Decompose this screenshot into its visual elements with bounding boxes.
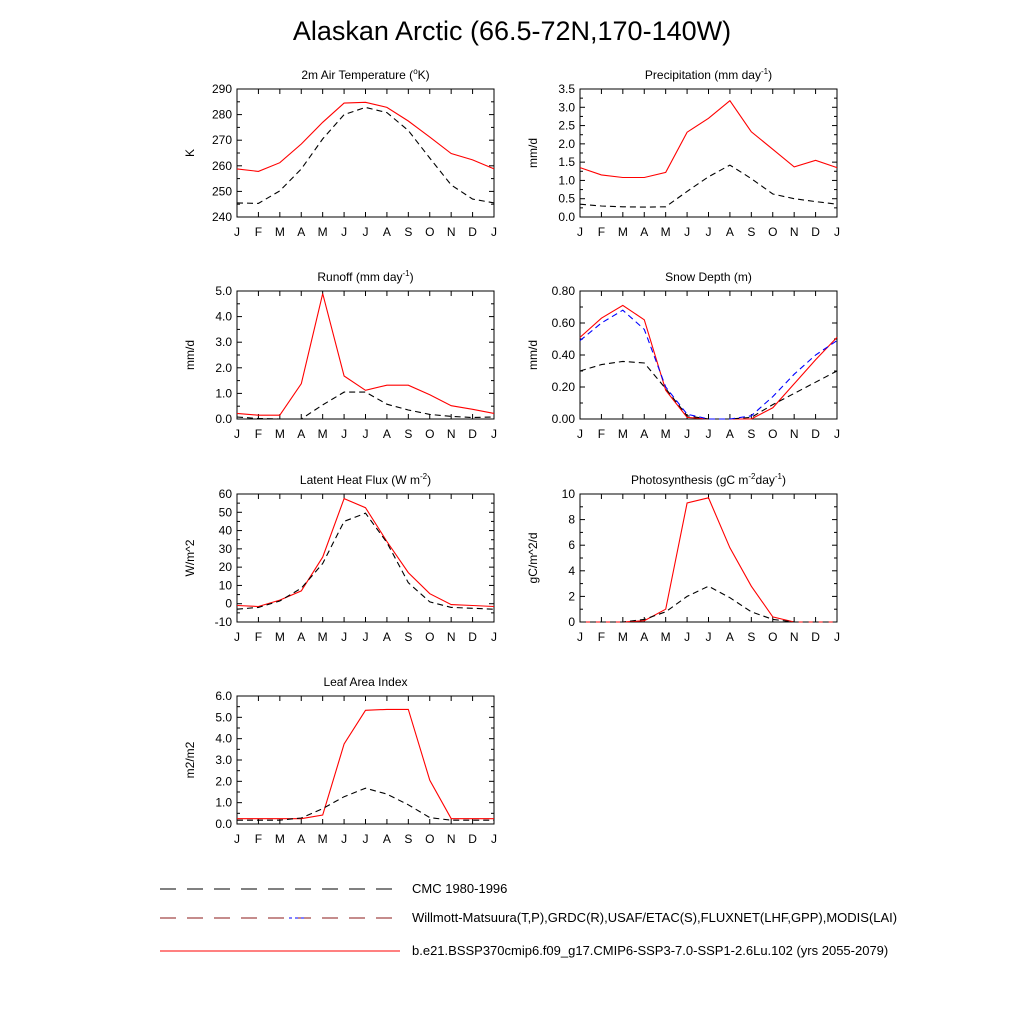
x-tick-label: M — [274, 225, 285, 239]
panel-leaf-area — [183, 675, 497, 846]
x-tick-label: M — [617, 427, 628, 441]
obs-cmc-line — [237, 513, 494, 609]
x-tick-label: N — [446, 427, 456, 441]
page-title: Alaskan Arctic (66.5-72N,170-140W) — [292, 16, 732, 46]
x-tick-label: J — [834, 225, 840, 239]
y-axis-label: mm/d — [526, 340, 540, 370]
model-line — [237, 709, 494, 818]
y-tick-label: 0 — [225, 596, 232, 611]
x-tick-label: J — [577, 630, 583, 644]
x-tick-label: S — [404, 832, 413, 846]
y-tick-label: 5.0 — [215, 284, 232, 298]
panel-runoff — [183, 269, 497, 441]
y-tick-label: 260 — [211, 158, 232, 173]
plot-frame — [237, 696, 494, 824]
y-tick-label: 0.00 — [551, 412, 575, 426]
x-tick-label: D — [811, 427, 820, 441]
x-tick-label: J — [341, 630, 348, 644]
x-tick-label: A — [382, 427, 391, 441]
y-tick-label: 20 — [218, 560, 232, 575]
x-tick-label: F — [254, 630, 263, 644]
obs-cmc-line — [580, 361, 837, 419]
model-line — [580, 498, 837, 622]
x-tick-label: A — [640, 225, 649, 239]
y-tick-label: 5.0 — [215, 710, 232, 725]
x-tick-label: J — [491, 225, 497, 239]
panel-snow-depth — [526, 270, 840, 441]
x-tick-label: N — [446, 832, 456, 846]
x-tick-label: J — [362, 832, 369, 846]
x-tick-label: M — [617, 630, 628, 644]
x-tick-label: M — [317, 832, 328, 846]
plot-frame — [237, 291, 494, 419]
y-tick-label: 0.60 — [551, 316, 575, 330]
x-tick-label: J — [341, 427, 348, 441]
x-tick-label: A — [297, 832, 306, 846]
x-tick-label: A — [382, 630, 391, 644]
y-tick-label: 1.0 — [215, 795, 232, 810]
x-tick-label: O — [768, 427, 778, 441]
legend-label: b.e21.BSSP370cmip6.f09_g17.CMIP6-SSP3-7.0-SSP1-2.6Lu.102 (yrs 2055-2079) — [412, 943, 889, 958]
x-tick-label: O — [768, 225, 778, 239]
x-tick-label: A — [725, 630, 734, 644]
x-tick-label: J — [491, 427, 497, 441]
x-tick-label: J — [234, 427, 240, 441]
x-tick-label: S — [404, 427, 413, 441]
x-tick-label: D — [468, 427, 477, 441]
model-line — [580, 101, 837, 178]
obs-cmc-line — [237, 788, 494, 820]
y-tick-label: 1.0 — [558, 173, 575, 188]
x-tick-label: M — [660, 225, 671, 239]
y-axis-label: K — [183, 148, 197, 158]
x-tick-label: D — [811, 225, 820, 239]
x-tick-label: D — [468, 832, 477, 846]
x-tick-label: F — [597, 427, 606, 441]
panel-title: Precipitation (mm day$^{-1}$) — [644, 67, 773, 82]
x-tick-label: M — [617, 225, 628, 239]
panel-title: Photosynthesis (gC $m^{-2}day^{-1}$) — [631, 472, 786, 487]
x-tick-label: N — [446, 630, 456, 644]
y-tick-label: 1.0 — [215, 386, 232, 401]
panel-latent-heat — [183, 472, 497, 644]
model-line — [237, 102, 494, 171]
x-tick-label: J — [491, 630, 497, 644]
y-tick-label: 0.0 — [215, 412, 232, 426]
panel-title: Runoff (mm day$^{-1}$) — [317, 269, 414, 284]
panel-photosynthesis — [526, 472, 840, 644]
x-tick-label: S — [747, 427, 756, 441]
x-tick-label: D — [811, 630, 820, 644]
x-tick-label: J — [577, 427, 583, 441]
x-tick-label: M — [317, 427, 328, 441]
y-tick-label: 4 — [568, 563, 575, 578]
x-tick-label: F — [597, 225, 606, 239]
y-tick-label: 0.20 — [551, 380, 575, 394]
x-tick-label: M — [317, 225, 328, 239]
x-tick-label: J — [234, 630, 240, 644]
x-tick-label: O — [425, 225, 435, 239]
y-tick-label: 240 — [211, 210, 232, 224]
x-tick-label: S — [747, 225, 756, 239]
x-tick-label: N — [446, 225, 456, 239]
x-tick-label: D — [468, 225, 477, 239]
x-tick-label: S — [404, 630, 413, 644]
x-tick-label: O — [768, 630, 778, 644]
x-tick-label: J — [341, 225, 348, 239]
y-tick-label: 2.5 — [558, 118, 575, 133]
plot-frame — [580, 291, 837, 419]
y-tick-label: 4.0 — [215, 731, 232, 746]
model-line — [580, 305, 837, 419]
x-tick-label: A — [640, 427, 649, 441]
obs-cmc-line — [580, 165, 837, 207]
x-tick-label: O — [425, 630, 435, 644]
legend-label: Willmott-Matsuura(T,P),GRDC(R),USAF/ETAC(S),FLUXNET(LHF,GPP),MODIS(LAI) — [412, 910, 898, 925]
y-tick-label: 280 — [211, 107, 232, 122]
x-tick-label: S — [747, 630, 756, 644]
x-tick-label: A — [640, 630, 649, 644]
x-tick-label: J — [491, 832, 497, 846]
y-tick-label: 10 — [218, 578, 232, 593]
y-tick-label: 3.0 — [558, 100, 575, 115]
x-tick-label: M — [274, 630, 285, 644]
y-tick-label: 270 — [211, 133, 232, 148]
x-tick-label: J — [234, 832, 240, 846]
y-tick-label: 0.5 — [558, 191, 575, 206]
y-axis-label: gC/m^2/d — [526, 532, 540, 584]
x-tick-label: A — [297, 427, 306, 441]
obs-cmc-line — [580, 586, 837, 622]
x-tick-label: J — [577, 225, 583, 239]
x-tick-label: N — [789, 427, 799, 441]
y-axis-label: mm/d — [183, 340, 197, 370]
panel-title: Snow Depth (m) — [665, 270, 752, 284]
y-tick-label: 4.0 — [215, 309, 232, 324]
legend — [160, 881, 897, 958]
x-tick-label: J — [362, 225, 369, 239]
x-tick-label: A — [382, 832, 391, 846]
model-line — [237, 294, 494, 416]
y-tick-label: 0.0 — [558, 210, 575, 224]
panel-temperature — [183, 67, 497, 239]
y-tick-label: 2.0 — [558, 136, 575, 151]
x-tick-label: A — [725, 225, 734, 239]
x-tick-label: J — [705, 225, 712, 239]
x-tick-label: M — [274, 832, 285, 846]
x-tick-label: J — [705, 630, 712, 644]
y-tick-label: 30 — [218, 541, 232, 556]
y-tick-label: -10 — [214, 615, 232, 629]
x-tick-label: M — [660, 427, 671, 441]
panel-title: 2m Air Temperature ($^o$K) — [301, 67, 430, 82]
y-tick-label: 40 — [218, 523, 232, 538]
x-tick-label: J — [341, 832, 348, 846]
x-tick-label: S — [404, 225, 413, 239]
y-tick-label: 3.5 — [558, 82, 575, 96]
y-tick-label: 6.0 — [215, 689, 232, 703]
x-tick-label: F — [254, 832, 263, 846]
x-tick-label: A — [297, 630, 306, 644]
y-axis-label: m2/m2 — [183, 741, 197, 779]
x-tick-label: J — [684, 427, 691, 441]
x-tick-label: J — [234, 225, 240, 239]
x-tick-label: M — [274, 427, 285, 441]
x-tick-label: M — [660, 630, 671, 644]
x-tick-label: J — [834, 630, 840, 644]
plot-frame — [237, 89, 494, 217]
y-tick-label: 2 — [568, 589, 575, 604]
x-tick-label: D — [468, 630, 477, 644]
y-tick-label: 10 — [561, 487, 575, 501]
y-tick-label: 2.0 — [215, 360, 232, 375]
x-tick-label: F — [254, 225, 263, 239]
y-tick-label: 50 — [218, 505, 232, 520]
x-tick-label: J — [362, 630, 369, 644]
x-tick-label: N — [789, 630, 799, 644]
plot-frame — [580, 494, 837, 622]
y-tick-label: 1.5 — [558, 155, 575, 170]
x-tick-label: F — [254, 427, 263, 441]
x-tick-label: J — [834, 427, 840, 441]
x-tick-label: O — [425, 832, 435, 846]
y-tick-label: 3.0 — [215, 753, 232, 767]
y-tick-label: 0 — [568, 615, 575, 629]
y-tick-label: 8 — [568, 512, 575, 527]
x-tick-label: J — [684, 225, 691, 239]
x-tick-label: J — [705, 427, 712, 441]
plot-frame — [580, 89, 837, 217]
x-tick-label: J — [362, 427, 369, 441]
x-tick-label: A — [382, 225, 391, 239]
legend-label: CMC 1980-1996 — [412, 881, 508, 896]
x-tick-label: M — [317, 630, 328, 644]
x-tick-label: O — [425, 427, 435, 441]
model-line — [237, 499, 494, 607]
obs-secondary-line — [580, 310, 837, 419]
y-tick-label: 2.0 — [215, 774, 232, 789]
y-tick-label: 6 — [568, 538, 575, 553]
y-tick-label: 290 — [211, 82, 232, 96]
y-tick-label: 0.80 — [551, 284, 575, 298]
x-tick-label: N — [789, 225, 799, 239]
y-axis-label: mm/d — [526, 138, 540, 168]
panel-precipitation — [526, 67, 840, 239]
y-tick-label: 60 — [218, 487, 232, 501]
obs-cmc-line — [237, 107, 494, 203]
panel-title: Leaf Area Index — [323, 675, 408, 689]
x-tick-label: A — [725, 427, 734, 441]
x-tick-label: J — [684, 630, 691, 644]
y-tick-label: 0.40 — [551, 348, 575, 362]
y-tick-label: 0.0 — [215, 817, 232, 831]
x-tick-label: F — [597, 630, 606, 644]
panel-title: Latent Heat Flux (W $m^{-2}$) — [299, 472, 432, 487]
y-tick-label: 3.0 — [215, 335, 232, 350]
x-tick-label: A — [297, 225, 306, 239]
y-axis-label: W/m^2 — [183, 539, 197, 577]
y-tick-label: 250 — [211, 184, 232, 199]
